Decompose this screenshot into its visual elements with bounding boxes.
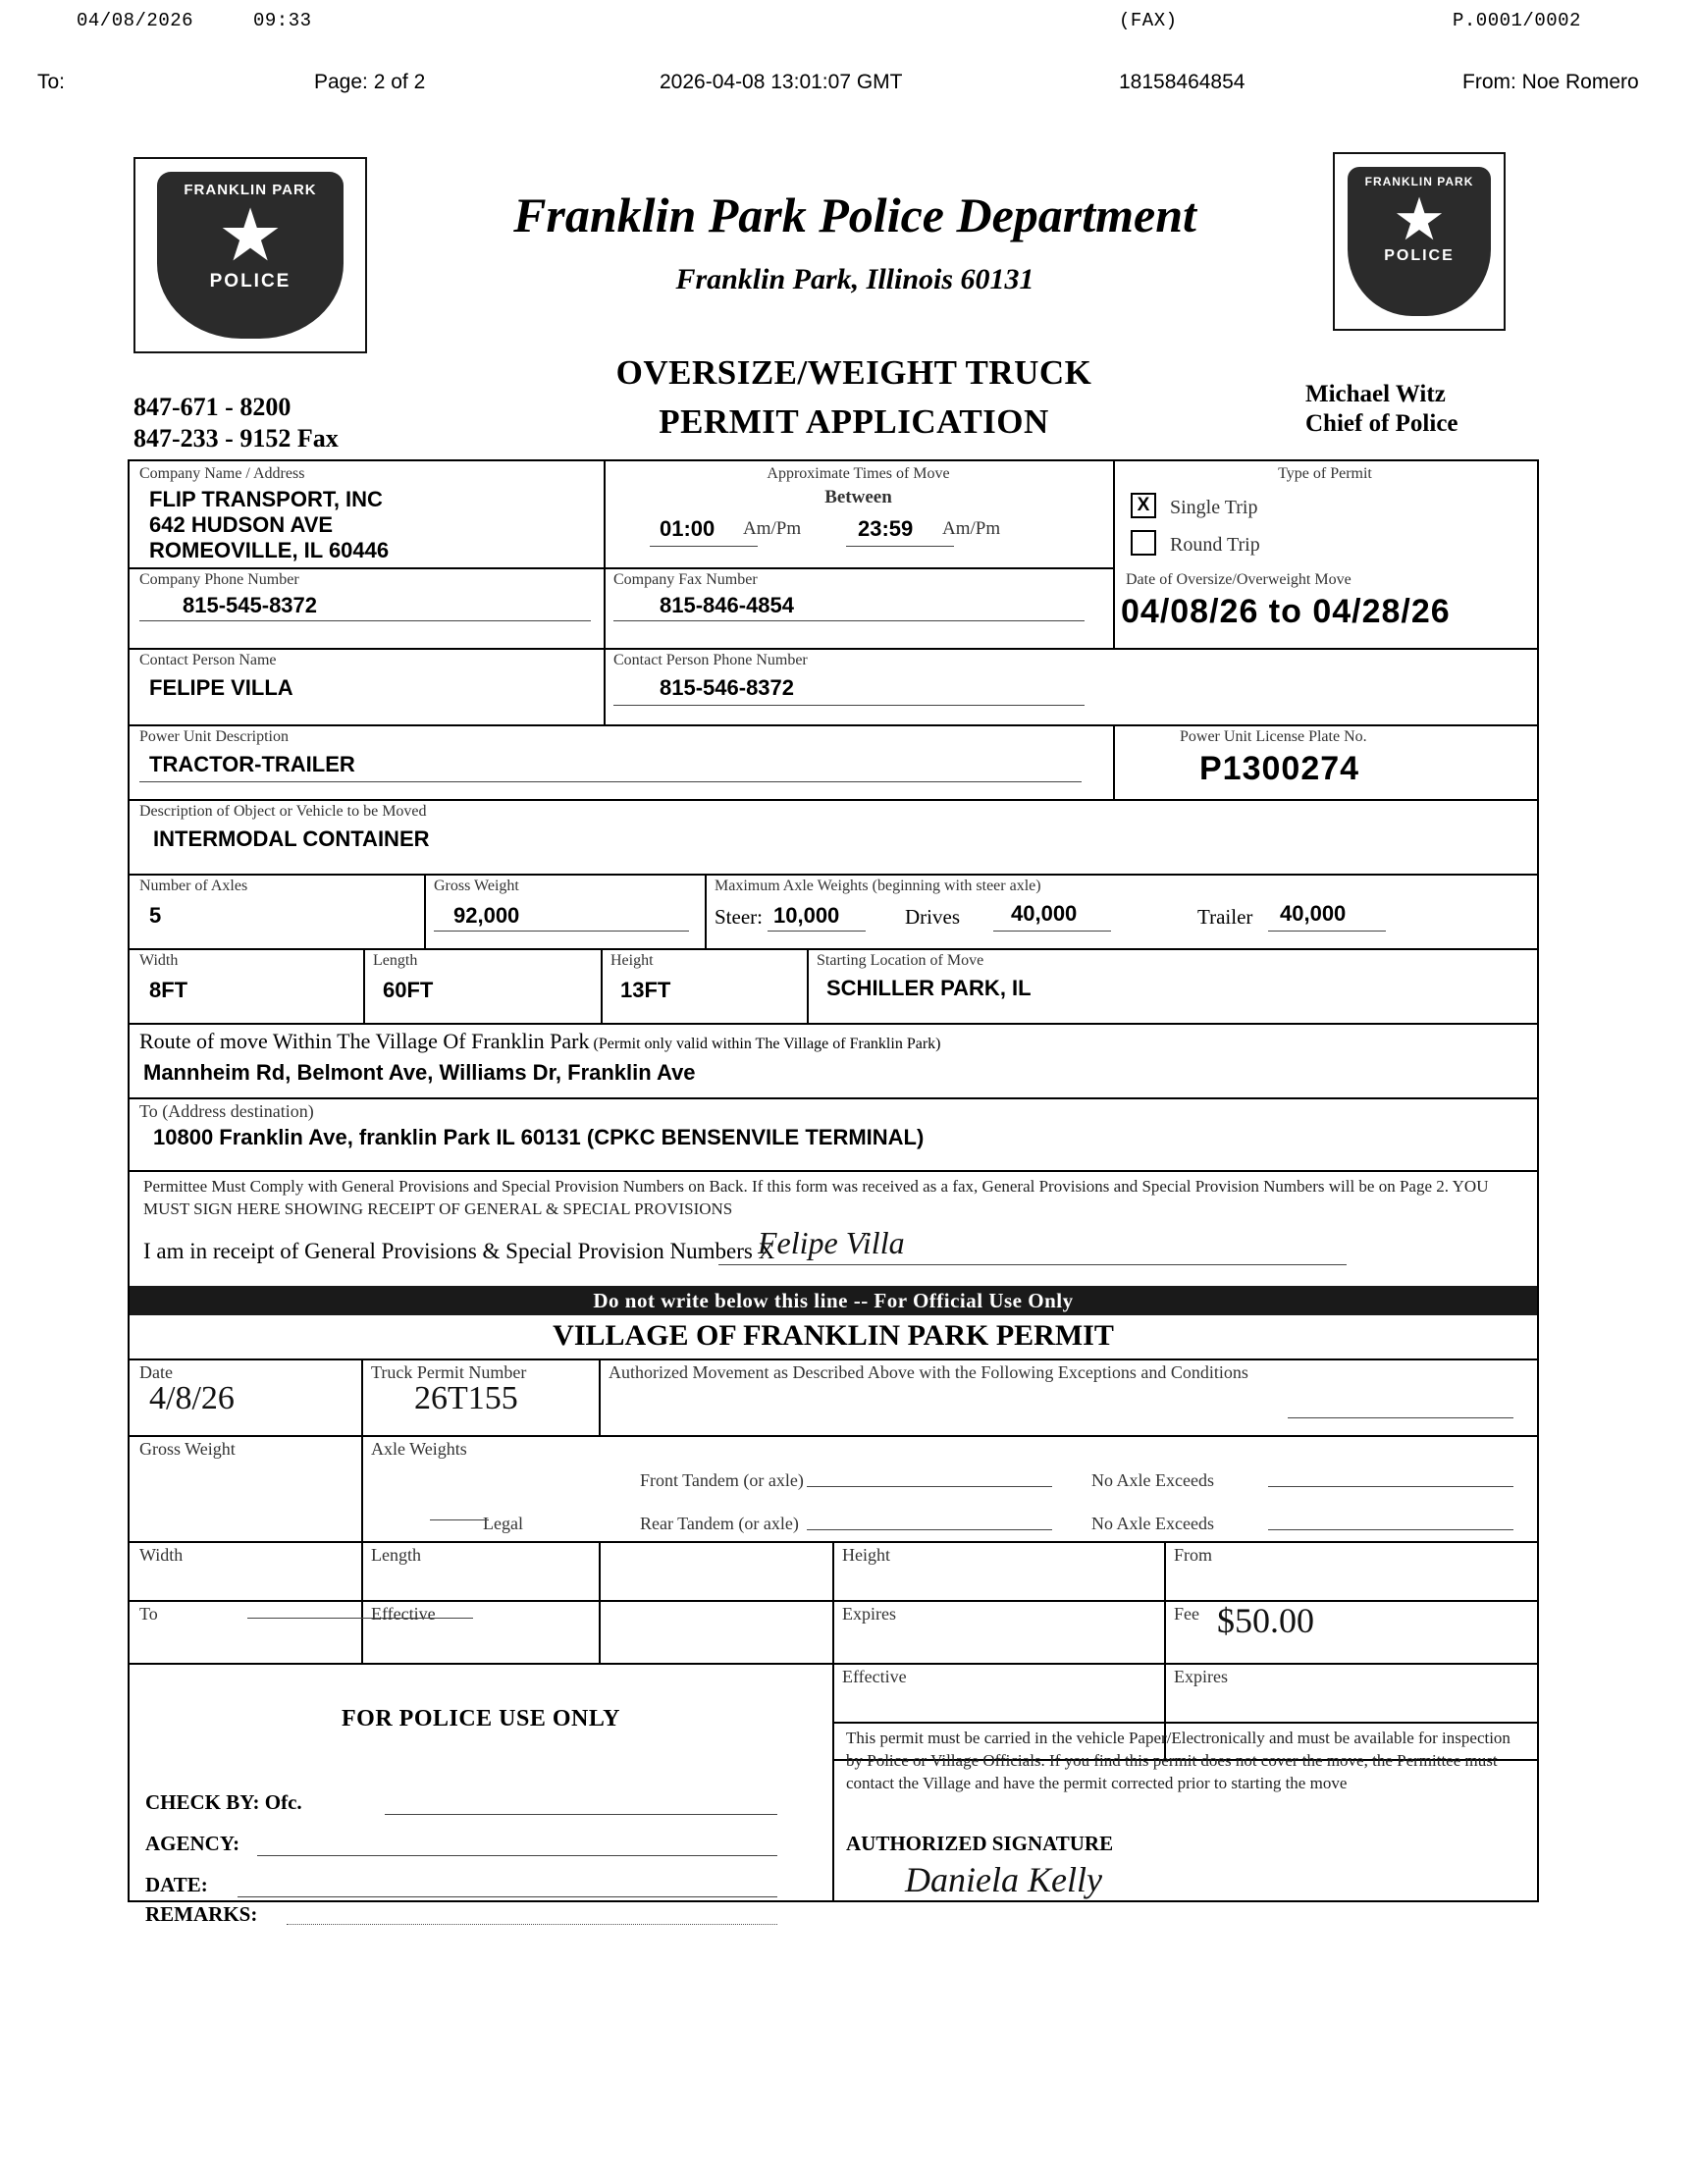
route-note: (Permit only valid within The Village of Franklin Park) (593, 1036, 941, 1052)
object-value: INTERMODAL CONTAINER (153, 826, 430, 851)
steer-value: 10,000 (773, 903, 840, 928)
permit-application-form (128, 459, 1539, 1926)
divider (247, 1618, 473, 1619)
time-start: 01:00 (660, 516, 716, 541)
police-date-label: DATE: (145, 1873, 208, 1896)
divider (238, 1896, 777, 1897)
official-effective-label-2: Effective (842, 1667, 907, 1686)
between-label: Between (824, 487, 892, 507)
length-value: 60FT (383, 978, 434, 1002)
fax-page-code: P.0001/0002 (1453, 10, 1581, 31)
width-value: 8FT (149, 978, 188, 1002)
fax-label: (FAX) (1119, 10, 1178, 31)
chief-title: Chief of Police (1305, 410, 1458, 437)
object-label: Description of Object or Vehicle to be Moved (139, 803, 427, 820)
official-fee-label: Fee (1174, 1604, 1199, 1624)
company-address2: ROMEOVILLE, IL 60446 (149, 538, 390, 562)
trailer-value: 40,000 (1280, 901, 1347, 926)
start-location-value: SCHILLER PARK, IL (826, 976, 1032, 1000)
power-unit-label: Power Unit Description (139, 728, 289, 745)
police-use-title: FOR POLICE USE ONLY (342, 1706, 620, 1731)
divider (385, 1814, 777, 1815)
divider (1268, 1486, 1513, 1487)
divider (613, 705, 1085, 706)
gross-weight-label: Gross Weight (434, 878, 519, 894)
truck-permit-number-value: 26T155 (414, 1380, 518, 1416)
divider (287, 1924, 777, 1925)
official-gross-weight-label: Gross Weight (139, 1439, 236, 1459)
width-label: Width (139, 952, 179, 969)
time-end-ampm: Am/Pm (942, 518, 1001, 539)
divider (599, 1541, 601, 1663)
no-axle-exceeds-label-2: No Axle Exceeds (1091, 1514, 1214, 1533)
round-trip-label: Round Trip (1170, 534, 1260, 556)
divider (130, 1023, 1537, 1025)
divider (807, 948, 809, 1023)
destination-value: 10800 Franklin Ave, franklin Park IL 60131 (CPKC BENSENVILE TERMINAL) (153, 1125, 925, 1149)
police-badge-left (133, 157, 367, 353)
official-from-label: From (1174, 1545, 1213, 1565)
divider (832, 1541, 834, 1902)
steer-label: Steer: (715, 905, 763, 929)
divider (130, 648, 1537, 650)
divider (130, 799, 1537, 801)
divider (130, 1435, 1537, 1437)
badge-bottom-text-2: POLICE (1384, 247, 1455, 264)
remarks-label: REMARKS: (145, 1902, 258, 1926)
badge-top-text: FRANKLIN PARK (184, 182, 317, 198)
divider (130, 567, 1113, 569)
divider (130, 1097, 1537, 1099)
drives-label: Drives (905, 905, 960, 929)
fax-timestamp: 2026-04-08 13:01:07 GMT (660, 71, 903, 93)
divider (650, 546, 758, 547)
receipt-line-label: I am in receipt of General Provisions & Special Provision Numbers X (143, 1239, 775, 1263)
gross-weight-value: 92,000 (453, 903, 520, 928)
official-expires-label-2: Expires (1174, 1667, 1228, 1686)
badge-star-icon-2: ★ (1393, 187, 1446, 252)
carry-permit-text: This permit must be carried in the vehicle Paper/Electronically and must be available for inspection by Police or Village Officials. If you find this permit does not cover the move, the Permittee must contact the Village and have the permit corrected prior to starting the move (846, 1729, 1510, 1792)
official-length-label: Length (371, 1545, 421, 1565)
official-height-label: Height (842, 1545, 890, 1565)
fax-date: 04/08/2026 (77, 10, 194, 31)
height-label: Height (610, 952, 654, 969)
divider (130, 1358, 1537, 1360)
official-effective-label: Effective (371, 1604, 436, 1624)
official-date-value: 4/8/26 (149, 1380, 235, 1416)
divider (599, 1358, 601, 1435)
destination-label: To (Address destination) (139, 1101, 314, 1121)
divider (130, 1170, 1537, 1172)
agency-label: AGENCY: (145, 1832, 240, 1855)
route-label: Route of move Within The Village Of Franklin Park (139, 1029, 590, 1053)
divider (130, 948, 1537, 950)
front-tandem-label: Front Tandem (or axle) (640, 1470, 804, 1490)
applicant-signature: Felipe Villa (758, 1225, 905, 1260)
chief-name: Michael Witz (1305, 381, 1446, 407)
badge-graphic (135, 172, 365, 339)
divider (257, 1855, 777, 1856)
village-permit-title: VILLAGE OF FRANKLIN PARK PERMIT (553, 1319, 1114, 1352)
divider (424, 874, 426, 948)
official-to-label: To (139, 1604, 158, 1624)
time-start-ampm: Am/Pm (743, 518, 802, 539)
length-label: Length (373, 952, 418, 969)
badge-bottom-text: POLICE (209, 271, 292, 292)
authorized-signature-value: Daniela Kelly (905, 1860, 1102, 1899)
divider (434, 931, 689, 932)
fax-number: 18158464854 (1119, 71, 1246, 93)
permit-type-label: Type of Permit (1278, 465, 1372, 482)
official-date-label: Date (139, 1362, 173, 1382)
check-by-label: CHECK BY: Ofc. (145, 1790, 302, 1814)
time-end: 23:59 (858, 516, 914, 541)
official-use-banner: Do not write below this line -- For Official Use Only (130, 1286, 1537, 1315)
round-trip-checkbox[interactable] (1131, 530, 1156, 556)
contact-phone: 815-546-8372 (660, 675, 795, 700)
official-axle-weights-label: Axle Weights (371, 1439, 467, 1459)
power-unit-value: TRACTOR-TRAILER (149, 752, 355, 776)
authorized-movement-label: Authorized Movement as Described Above with the Following Exceptions and Conditions (609, 1362, 1248, 1382)
contact-name-label: Contact Person Name (139, 652, 277, 668)
badge-graphic-2 (1335, 167, 1504, 316)
department-title: Franklin Park Police Department (513, 187, 1196, 242)
rear-tandem-label: Rear Tandem (or axle) (640, 1514, 799, 1533)
department-city-state: Franklin Park, Illinois 60131 (675, 263, 1034, 295)
fax-page-of: Page: 2 of 2 (314, 71, 426, 93)
max-axle-label: Maximum Axle Weights (beginning with steer axle) (715, 878, 1041, 894)
plate-label: Power Unit License Plate No. (1180, 728, 1367, 745)
divider (807, 1529, 1052, 1530)
divider (604, 648, 606, 724)
divider (1113, 724, 1115, 799)
divider (613, 620, 1085, 621)
divider (139, 781, 1082, 782)
contact-phone-label: Contact Person Phone Number (613, 652, 808, 668)
axles-value: 5 (149, 903, 162, 928)
department-fax: 847-233 - 9152 Fax (133, 424, 339, 453)
move-date-range: 04/08/26 to 04/28/26 (1121, 593, 1451, 630)
axles-label: Number of Axles (139, 878, 248, 894)
company-fax: 815-846-4854 (660, 593, 795, 617)
company-fax-label: Company Fax Number (613, 571, 758, 588)
single-trip-label: Single Trip (1170, 497, 1258, 518)
divider (768, 931, 866, 932)
company-name: FLIP TRANSPORT, INC (149, 487, 383, 511)
drives-value: 40,000 (1011, 901, 1078, 926)
single-trip-checkbox[interactable]: X (1131, 493, 1156, 518)
divider (1268, 1529, 1513, 1530)
fax-header-line2 (0, 71, 1696, 102)
truck-permit-number-label: Truck Permit Number (371, 1362, 527, 1382)
contact-name: FELIPE VILLA (149, 675, 293, 700)
divider (807, 1486, 1052, 1487)
company-label: Company Name / Address (139, 465, 305, 482)
divider (1113, 461, 1115, 648)
route-label-row (139, 1029, 940, 1054)
start-location-label: Starting Location of Move (817, 952, 984, 969)
divider (430, 1519, 489, 1520)
fax-to-label: To: (37, 71, 66, 93)
divider (130, 874, 1537, 876)
badge-top-text-2: FRANKLIN PARK (1364, 175, 1474, 188)
divider (1268, 931, 1386, 932)
official-fee-value: $50.00 (1217, 1601, 1314, 1640)
divider (363, 948, 365, 1023)
company-phone: 815-545-8372 (183, 593, 318, 617)
divider (993, 931, 1111, 932)
divider (1288, 1417, 1513, 1418)
divider (130, 724, 1537, 726)
plate-value: P1300274 (1199, 750, 1360, 787)
company-phone-label: Company Phone Number (139, 571, 299, 588)
move-date-label: Date of Oversize/Overweight Move (1126, 571, 1352, 588)
divider (361, 1541, 363, 1663)
official-expires-label: Expires (842, 1604, 896, 1624)
department-phone: 847-671 - 8200 (133, 393, 292, 421)
fax-time: 09:33 (253, 10, 312, 31)
divider (718, 1264, 1347, 1265)
authorized-signature-label: AUTHORIZED SIGNATURE (846, 1832, 1114, 1855)
form-title-line2: PERMIT APPLICATION (659, 402, 1049, 441)
divider (846, 546, 954, 547)
fax-header-line1 (0, 10, 1696, 45)
company-address1: 642 HUDSON AVE (149, 512, 334, 537)
divider (832, 1722, 1537, 1724)
divider (139, 620, 591, 621)
height-value: 13FT (620, 978, 671, 1002)
trailer-label: Trailer (1197, 905, 1253, 929)
official-width-label: Width (139, 1545, 184, 1565)
divider (601, 948, 603, 1023)
legal-label: Legal (483, 1514, 523, 1533)
form-title-line1: OVERSIZE/WEIGHT TRUCK (615, 353, 1092, 392)
fax-from: From: Noe Romero (1462, 71, 1639, 93)
badge-star-icon: ★ (217, 196, 284, 277)
route-value: Mannheim Rd, Belmont Ave, Williams Dr, Franklin Ave (143, 1060, 696, 1085)
provisions-text: Permittee Must Comply with General Provisions and Special Provision Numbers on Back. If this form was received as a fax, General Provisions and Special Provision Numbers will be on Page 2. YOU MUST SIGN HERE SHOWING RECEIPT OF GENERAL & SPECIAL PROVISIONS (143, 1177, 1489, 1218)
police-badge-right (1333, 152, 1506, 331)
no-axle-exceeds-label-1: No Axle Exceeds (1091, 1470, 1214, 1490)
divider (705, 874, 707, 948)
times-label: Approximate Times of Move (767, 465, 950, 482)
divider (1164, 1541, 1166, 1663)
